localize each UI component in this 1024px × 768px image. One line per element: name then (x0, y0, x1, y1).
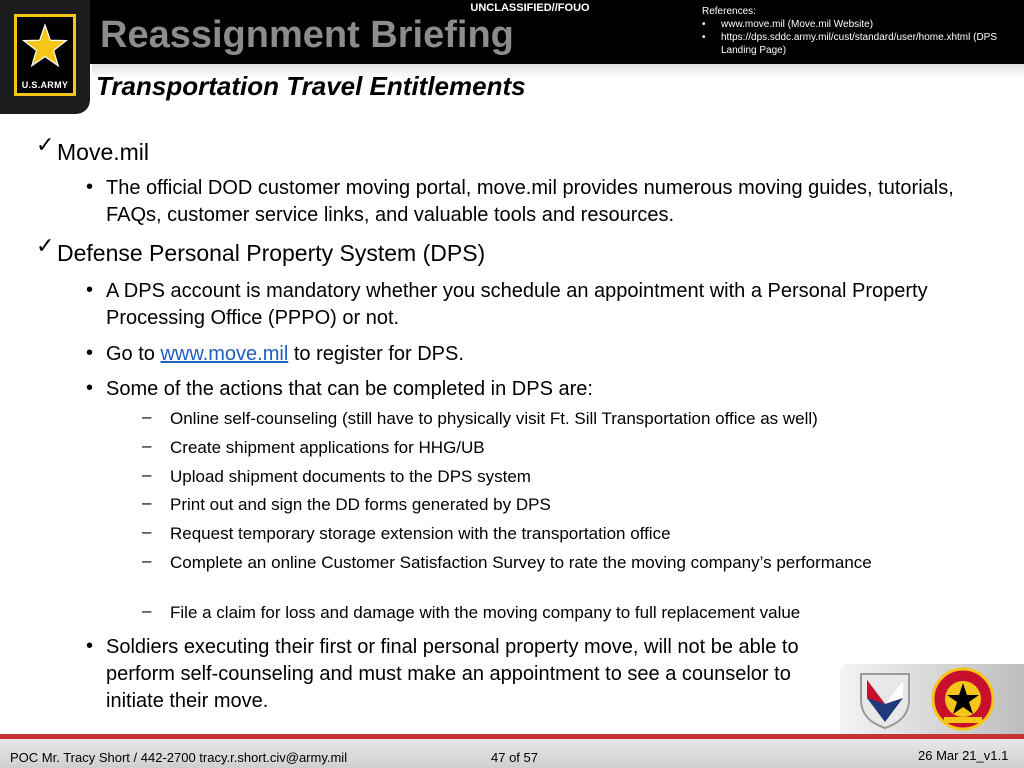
action-item (142, 408, 942, 429)
reference-item: • https://dps.sddc.army.mil/cust/standard/user/home.xhtml (DPS Landing Page) (702, 31, 1024, 57)
bullet-text-suffix: to register for DPS. (288, 343, 464, 365)
classification-banner: UNCLASSIFIED//FOUO (470, 2, 590, 14)
action-item (142, 602, 942, 623)
action-text: Online self-counseling (still have to physically visit Ft. Sill Transportation office as well) (170, 409, 818, 428)
action-text: Print out and sign the DD forms generated by DPS (170, 495, 551, 514)
bullet-text: Soldiers executing their first or final personal property move, will not be able to perform self-counseling and must make an appointment to see a counselor to initiate their move. (106, 636, 799, 712)
action-text: Complete an online Customer Satisfaction Survey to rate the moving company’s performance (170, 553, 872, 572)
action-text: File a claim for loss and damage with the moving company to full replacement value (170, 603, 801, 622)
dash-icon: – (142, 522, 152, 541)
bullet-icon: • (86, 279, 94, 301)
action-item (142, 552, 942, 573)
dash-icon: – (142, 465, 152, 484)
dash-icon: – (142, 407, 152, 426)
emblem-panel (840, 664, 1024, 734)
action-text: Request temporary storage extension with the transportation office (170, 524, 671, 543)
references-label: References: (702, 6, 756, 17)
action-text: Create shipment applications for HHG/UB (170, 438, 485, 457)
bullet-text-prefix: Go to (106, 343, 161, 365)
dash-icon: – (142, 436, 152, 455)
army-materiel-command-emblem-icon (857, 670, 913, 730)
bullet-text (106, 341, 986, 368)
bullet-icon: • (86, 635, 94, 657)
bullet-item (86, 341, 986, 368)
action-item (142, 523, 942, 544)
action-text: Upload shipment documents to the DPS system (170, 467, 531, 486)
bullet-text: Some of the actions that can be completed in DPS are: (106, 378, 593, 400)
bullet-item (86, 278, 986, 332)
dash-icon: – (142, 551, 152, 570)
bullet-item (86, 175, 986, 229)
slide-subtitle: Transportation Travel Entitlements (96, 71, 526, 101)
move-mil-link[interactable]: www.move.mil (160, 343, 289, 365)
army-logo-text: U.S.ARMY (21, 80, 69, 90)
page-number: 47 of 57 (491, 750, 538, 765)
check-icon: ✓ (36, 133, 55, 158)
bullet-item (86, 376, 986, 403)
footer-poc: POC Mr. Tracy Short / 442-2700 tracy.r.short.civ@army.mil (10, 750, 348, 765)
dash-icon: – (142, 601, 152, 620)
section-heading-text: Move.mil (57, 139, 150, 165)
bullet-icon: • (86, 176, 94, 198)
check-icon: ✓ (36, 234, 55, 259)
bullet-text: A DPS account is mandatory whether you schedule an appointment with a Personal Property Processing Office (PPPO) or not. (106, 280, 928, 329)
action-item (142, 437, 942, 458)
section-heading-text: Defense Personal Property System (DPS) (57, 240, 486, 266)
reference-item: • www.move.mil (Move.mil Website) (702, 18, 1024, 31)
action-item (142, 494, 942, 515)
dash-icon: – (142, 493, 152, 512)
footer-date: 26 Mar 21_v1.1 (918, 748, 1009, 763)
bullet-text: The official DOD customer moving portal, move.mil provides numerous moving guides, tutorials, FAQs, customer service links, and valuable tools and resources. (106, 177, 954, 226)
sustainment-crest-emblem-icon (930, 667, 996, 731)
action-item (142, 466, 942, 487)
bullet-icon: • (86, 377, 94, 399)
bullet-icon: • (86, 342, 94, 364)
slide-title: Reassignment Briefing (100, 14, 514, 56)
